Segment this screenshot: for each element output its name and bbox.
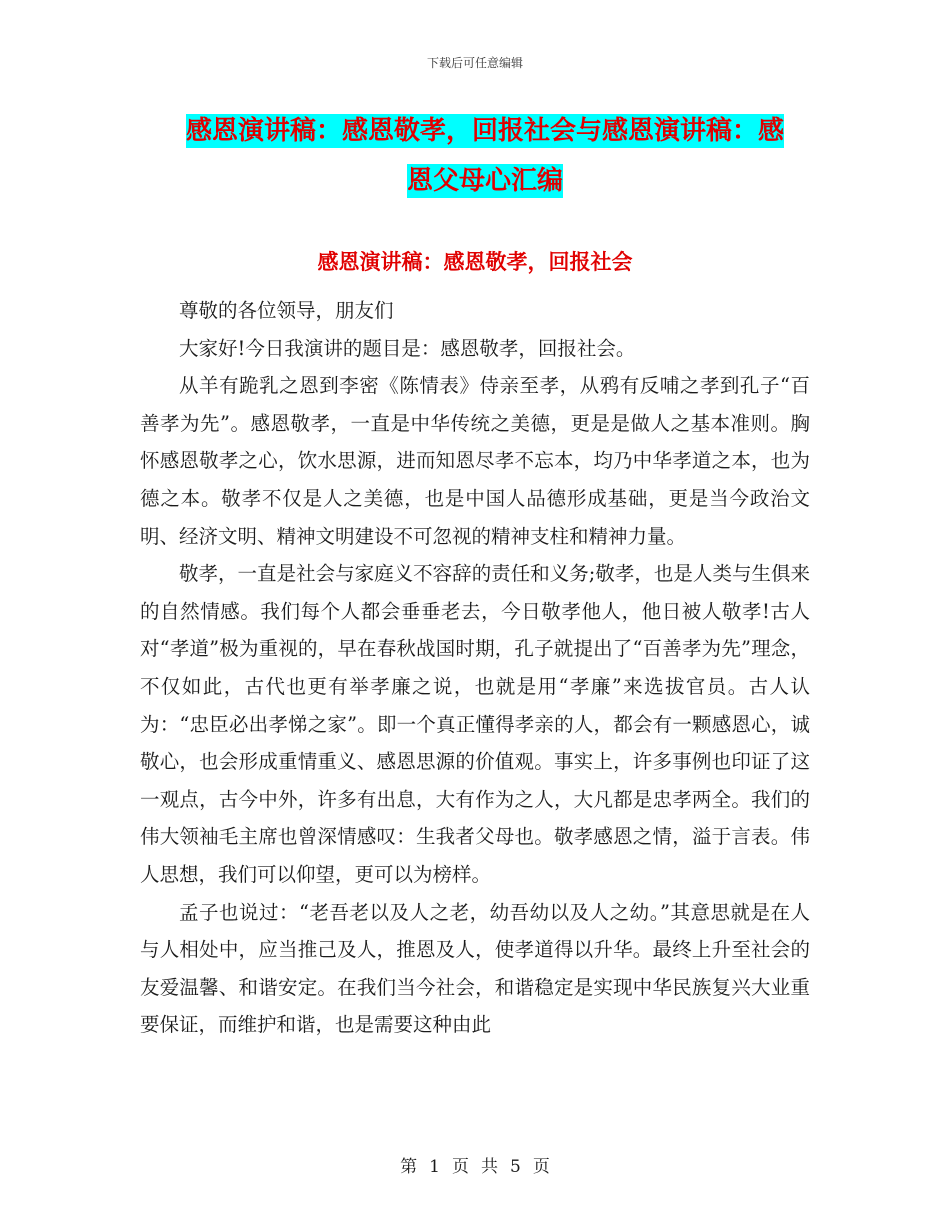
footer-total-pages: 5 [510, 1157, 521, 1177]
header-note: 下载后可任意编辑 [426, 56, 523, 70]
body-paragraph: 从羊有跪乳之恩到李密《陈情表》侍亲至孝，从鸦有反哺之孝到孔子“百善孝为先”。感恩敬孝，一直是中华传统之美德，更是是做人之基本准则。胸怀感恩敬孝之心，饮水思源，进而知恩尽孝不忘本，均乃中华孝道之本，也为德之本。敬孝不仅是人之美德，也是中国人品德形成基础，更是当今政治文明、经济文明、精神文明建设不可忽视的精神支柱和精神力量。 [140, 374, 810, 548]
footer-page-label: 第 [400, 1157, 418, 1177]
document-title [140, 106, 830, 206]
section-title: 感恩演讲稿：感恩敬孝，回报社会 [317, 250, 633, 274]
title-line-1: 感恩演讲稿：感恩敬孝，回报社会与感恩演讲稿：感 [185, 116, 784, 146]
salutation-paragraph: 尊敬的各位领导，朋友们 [179, 299, 394, 322]
footer-page-unit: 页 [452, 1157, 469, 1177]
footer-total-label: 共 [481, 1157, 498, 1177]
title-line-2: 恩父母心汇编 [406, 166, 563, 196]
footer-total-unit: 页 [532, 1157, 550, 1177]
greeting-paragraph: 大家好!今日我演讲的题目是：感恩敬孝，回报社会。 [179, 336, 636, 360]
page-footer [0, 1152, 950, 1177]
footer-page-number: 1 [429, 1157, 440, 1177]
body-paragraph: 孟子也说过：“老吾老以及人之老，幼吾幼以及人之幼。”其意思就是在人与人相处中，应当推己及人，推恩及人，使孝道得以升华。最终上升至社会的友爱温馨、和谐安定。在我们当今社会，和谐稳定是实现中华民族复兴大业重要保证，而维护和谐，也是需要这种由此 [140, 900, 810, 1037]
body-paragraph: 敬孝，一直是社会与家庭义不容辞的责任和义务;敬孝，也是人类与生俱来的自然情感。我们每个人都会垂垂老去，今日敬孝他人，他日被人敬孝!古人对“孝道”极为重视的，早在春秋战国时期，孔子就提出了“百善孝为先”理念，不仅如此，古代也更有举孝廉之说，也就是用“孝廉”来选拔官员。古人认为：“忠臣必出孝悌之家”。即一个真正懂得孝亲的人，都会有一颗感恩心，诚敬心，也会形成重情重义、感恩思源的价值观。事实上，许多事例也印证了这一观点，古今中外，许多有出息，大有作为之人，大凡都是忠孝两全。我们的伟大领袖毛主席也曾深情感叹：生我者父母也。敬孝感恩之情，溢于言表。伟人思想，我们可以仰望，更可以为榜样。 [140, 562, 810, 886]
document-body [140, 292, 810, 1044]
